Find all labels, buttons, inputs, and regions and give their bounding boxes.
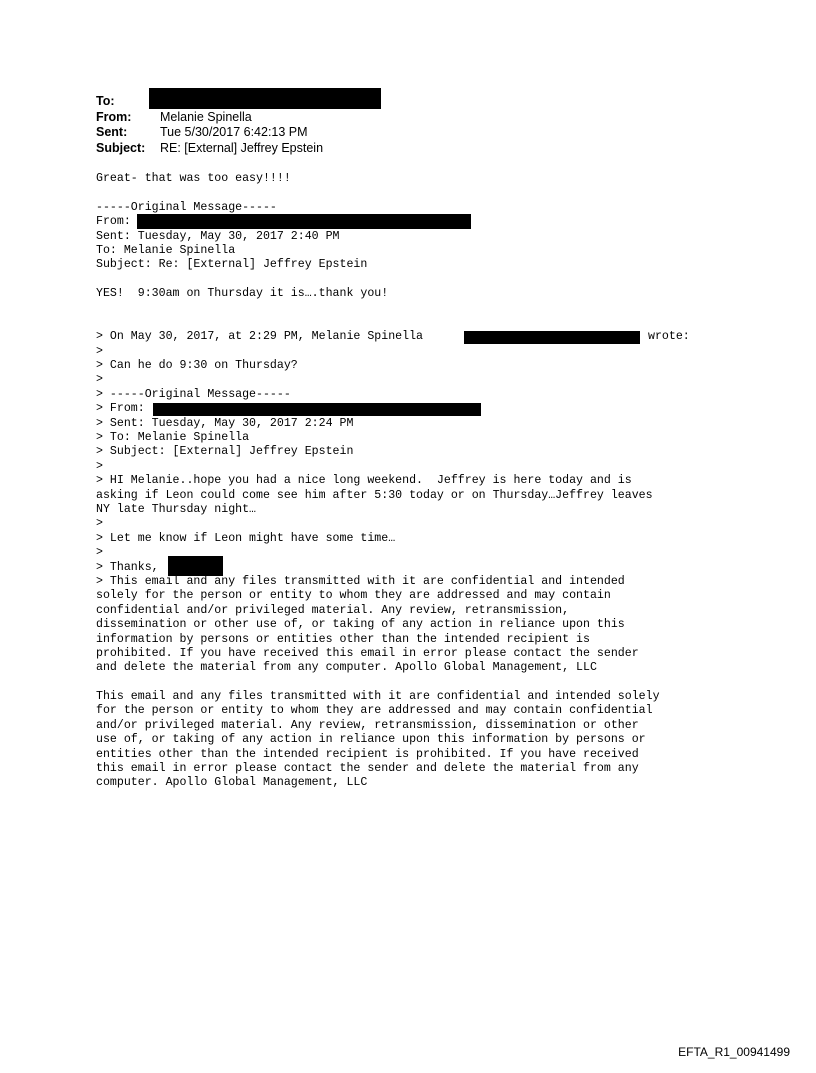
- disclaimer-line: computer. Apollo Global Management, LLC: [96, 776, 368, 790]
- from-label: From:: [96, 109, 132, 124]
- quoted-wrote-prefix: > On May 30, 2017, at 2:29 PM, Melanie Spinella: [96, 330, 423, 344]
- document-id: EFTA_R1_00941499: [678, 1045, 790, 1059]
- quote-blank-line: >: [96, 344, 103, 358]
- disclaimer-line: information by persons or entities other than the intended recipient is: [96, 632, 590, 646]
- quoted-message-line: > HI Melanie..hope you had a nice long weekend. Jeffrey is here today and is: [96, 474, 632, 488]
- original-message-divider: -----Original Message-----: [96, 200, 277, 214]
- original-to-line: To: Melanie Spinella: [96, 243, 236, 257]
- quoted-message-line: NY late Thursday night…: [96, 503, 257, 516]
- disclaimer-line: this email in error please contact the sender and delete the material from any: [96, 762, 639, 776]
- quoted-thanks-line: [96, 561, 796, 575]
- disclaimer-line: for the person or entity to whom they are addressed and may contain confidential: [96, 704, 653, 718]
- original-subject-line: Subject: Re: [External] Jeffrey Epstein: [96, 258, 368, 272]
- original-from-label: From:: [96, 215, 131, 229]
- quoted-thanks: > Thanks,: [96, 560, 159, 574]
- redaction-bar: [137, 214, 471, 229]
- original-sent-line: Sent: Tuesday, May 30, 2017 2:40 PM: [96, 229, 340, 243]
- quoted-from-label: > From:: [96, 402, 145, 416]
- quoted-sent-line: > Sent: Tuesday, May 30, 2017 2:24 PM: [96, 416, 354, 430]
- email-body: [96, 172, 796, 791]
- disclaimer-line: dissemination or other use of, or taking of any action in reliance upon this: [96, 618, 625, 632]
- quoted-message-line: asking if Leon could come see him after 5:30 today or on Thursday…Jeffrey leaves: [96, 488, 653, 502]
- quote-blank-line: >: [96, 517, 103, 531]
- quoted-subject-line: > Subject: [External] Jeffrey Epstein: [96, 445, 354, 459]
- quoted-wrote-line: [96, 330, 796, 344]
- disclaimer-line: > This email and any files transmitted with it are confidential and intended: [96, 574, 625, 588]
- quote-blank-line: >: [96, 546, 103, 560]
- disclaimer-line: This email and any files transmitted with it are confidential and intended solely: [96, 690, 660, 704]
- disclaimer-line: entities other than the intended recipient is prohibited. If you have received: [96, 747, 639, 761]
- quoted-to-line: > To: Melanie Spinella: [96, 431, 250, 445]
- disclaimer-line: confidential and/or privileged material. Any review, retransmission,: [96, 603, 570, 617]
- redaction-bar: [168, 556, 223, 576]
- disclaimer-line: and delete the material from any computer. Apollo Global Management, LLC: [96, 661, 597, 675]
- redaction-bar: [149, 88, 381, 109]
- quoted-question: > Can he do 9:30 on Thursday?: [96, 359, 298, 373]
- disclaimer-line: solely for the person or entity to whom they are addressed and may contain: [96, 589, 611, 603]
- disclaimer-line: prohibited. If you have received this email in error please contact the sender: [96, 646, 639, 660]
- redaction-bar: [153, 403, 481, 416]
- disclaimer-line: and/or privileged material. Any review, retransmission, dissemination or other: [96, 718, 639, 732]
- disclaimer-line: use of, or taking of any action in reliance upon this information by persons or: [96, 733, 646, 747]
- subject-label: Subject:: [96, 140, 146, 155]
- quoted-wrote-suffix: wrote:: [648, 330, 690, 344]
- sent-value: Tue 5/30/2017 6:42:13 PM: [160, 125, 308, 139]
- quote-blank-line: >: [96, 459, 103, 473]
- quoted-divider: > -----Original Message-----: [96, 387, 291, 401]
- subject-value: RE: [External] Jeffrey Epstein: [160, 140, 324, 155]
- sent-label: Sent:: [96, 125, 128, 139]
- quote-blank-line: >: [96, 373, 103, 387]
- original-message-text: YES! 9:30am on Thursday it is….thank you!: [96, 287, 389, 301]
- redaction-bar: [464, 331, 640, 344]
- quoted-from-line: [96, 402, 796, 416]
- reply-text: Great- that was too easy!!!!: [96, 172, 291, 185]
- quoted-let-me-know: > Let me know if Leon might have some time…: [96, 531, 396, 545]
- to-label: To:: [96, 94, 115, 108]
- from-value: Melanie Spinella: [160, 109, 252, 124]
- original-from-line: [96, 215, 796, 229]
